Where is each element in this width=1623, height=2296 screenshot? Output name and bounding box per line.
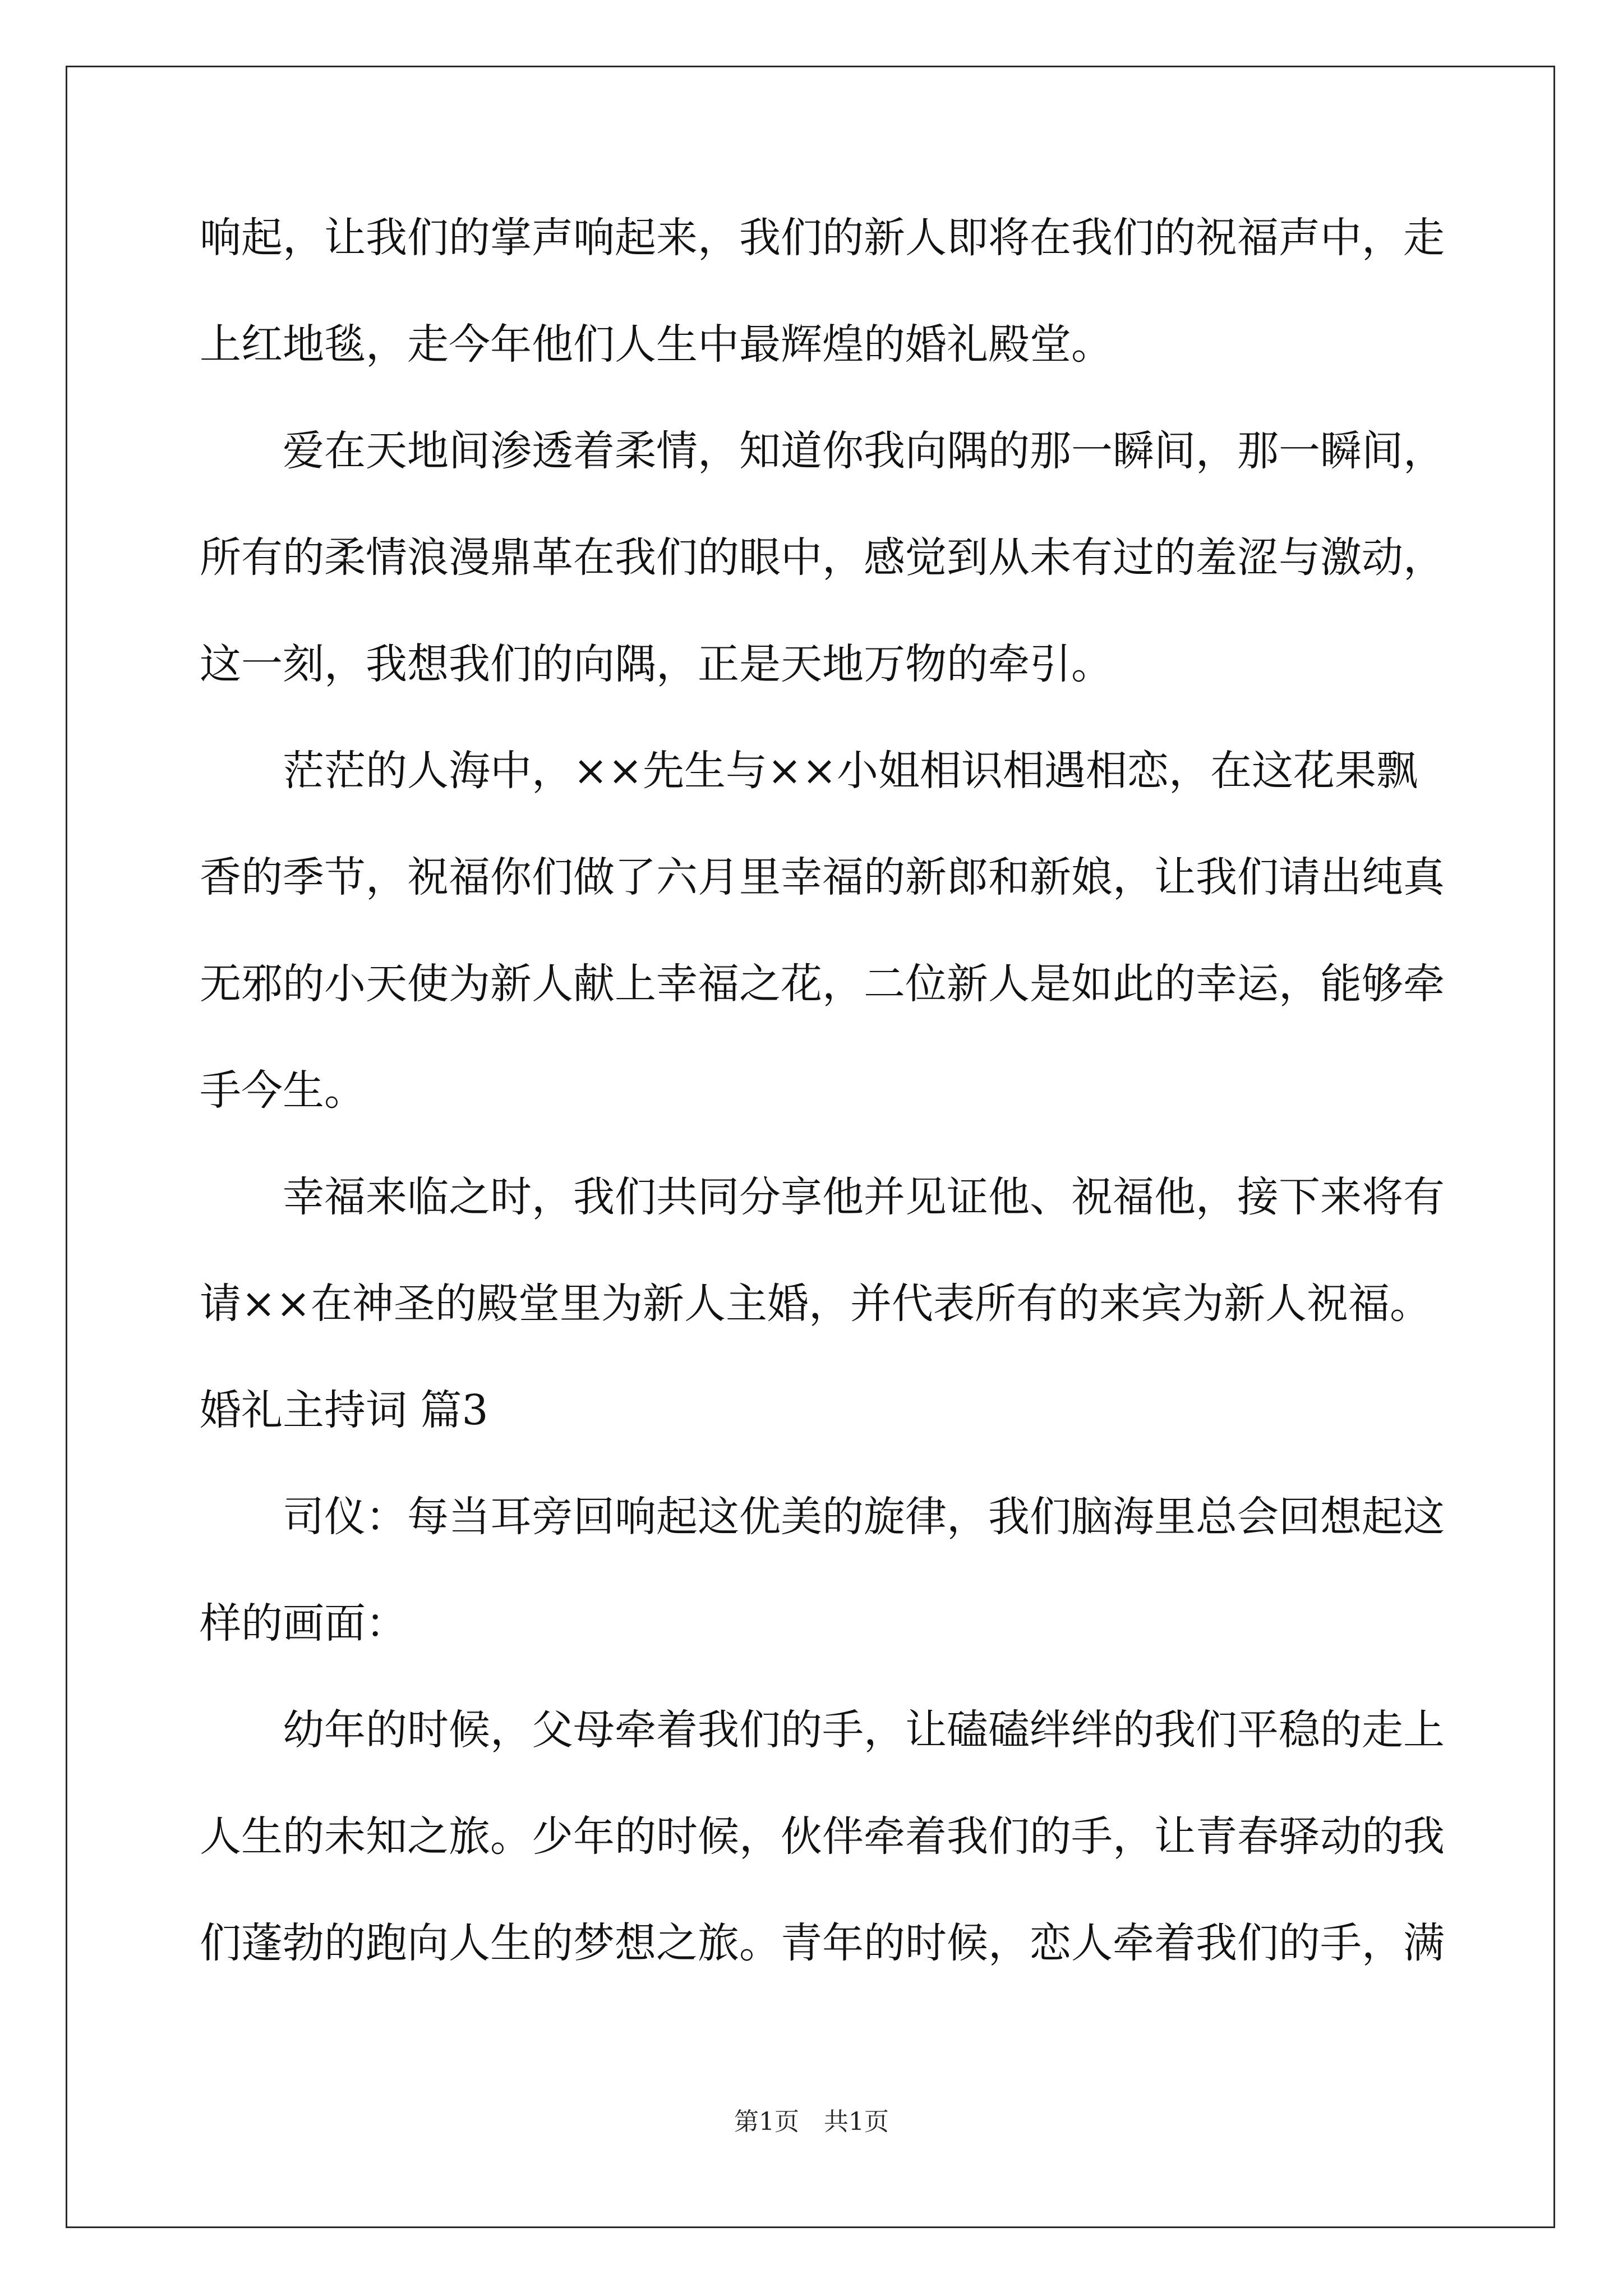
text-line: 手今生。 xyxy=(200,1066,366,1115)
page-number-current: 第1页 xyxy=(734,2108,799,2136)
section-heading: 婚礼主持词 篇3 xyxy=(200,1386,488,1434)
text-line: 人生的未知之旅。少年的时候，伙伴牵着我们的手，让青春驿动的我 xyxy=(200,1812,1445,1861)
text-line: 司仪：每当耳旁回响起这优美的旋律，我们脑海里总会回想起这 xyxy=(283,1493,1445,1541)
text-line: 幸福来临之时，我们共同分享他并见证他、祝福他，接下来将有 xyxy=(283,1173,1445,1221)
page-footer xyxy=(0,2101,1623,2137)
text-line: 样的画面： xyxy=(200,1599,407,1648)
text-line: 幼年的时候，父母牵着我们的手，让磕磕绊绊的我们平稳的走上 xyxy=(283,1706,1445,1754)
text-line: 请××在神圣的殿堂里为新人主婚，并代表所有的来宾为新人祝福。 xyxy=(200,1280,1432,1328)
text-line: 所有的柔情浪漫鼎革在我们的眼中，感觉到从未有过的羞涩与激动， xyxy=(200,533,1445,582)
text-line: 香的季节，祝福你们做了六月里幸福的新郎和新娘，让我们请出纯真 xyxy=(200,853,1445,901)
page-number-total: 共1页 xyxy=(824,2108,889,2136)
text-line: 茫茫的人海中，××先生与××小姐相识相遇相恋，在这花果飘 xyxy=(283,747,1418,795)
text-line: 上红地毯，走今年他们人生中最辉煌的婚礼殿堂。 xyxy=(200,320,1113,369)
text-line: 响起，让我们的掌声响起来，我们的新人即将在我们的祝福声中，走 xyxy=(200,214,1445,262)
text-line: 这一刻，我想我们的向隅，正是天地万物的牵引。 xyxy=(200,640,1113,688)
text-line: 爱在天地间渗透着柔情，知道你我向隅的那一瞬间，那一瞬间， xyxy=(283,427,1445,475)
text-line: 们蓬勃的跑向人生的梦想之旅。青年的时候，恋人牵着我们的手，满 xyxy=(200,1919,1445,1967)
text-line: 无邪的小天使为新人献上幸福之花，二位新人是如此的幸运，能够牵 xyxy=(200,960,1445,1008)
document-body xyxy=(200,214,1445,2029)
